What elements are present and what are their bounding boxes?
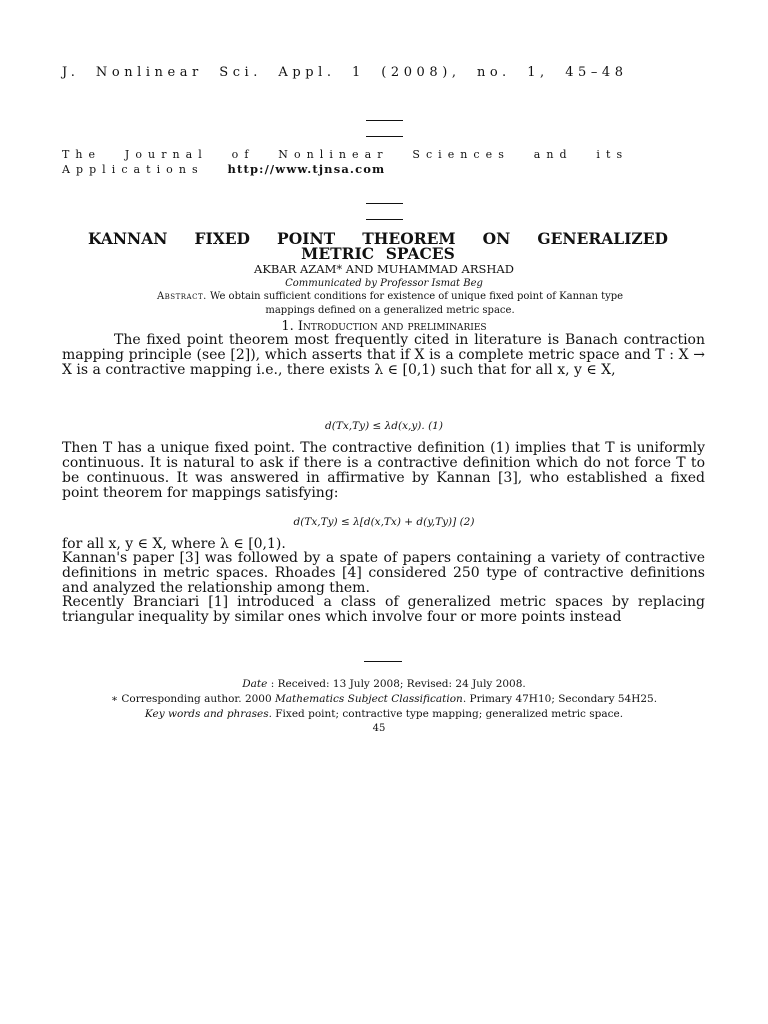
paragraph-1: The fixed point theorem most frequently cited in literature is Banach contraction mapping principle (see [2]), which asserts that if X is a complete metric space and T : X → X is a contractive mapping i.e., there exists λ ∈ [0,1) such that for all x, y ∈ X, <box>62 332 705 378</box>
paper-authors: AKBAR AZAM* AND MUHAMMAD ARSHAD <box>254 262 514 276</box>
paragraph-5: Recently Branciari [1] introduced a class of generalized metric spaces by replacing triangular inequality by similar ones which involve four or more points instead <box>62 594 705 625</box>
title-rule-top <box>366 203 403 204</box>
date-text: : Received: 13 July 2008; Revised: 24 July 2008. <box>270 678 526 690</box>
paragraph-2: Then T has a unique fixed point. The contractive definition (1) implies that T is uniformly continuous. It is natural to ask if there is a contractive definition which do not force T to be continuous. It was answered in affirmative by Kannan [3], who established a fixed point theorem for mappings satisfying: <box>62 440 705 501</box>
section-heading: 1. Introduction and preliminaries <box>281 319 487 334</box>
keywords-text: . Fixed point; contractive type mapping; generalized metric space. <box>268 708 624 720</box>
paragraph-4: Kannan's paper [3] was followed by a spate of papers containing a variety of contractive definitions in metric spaces. Rhoades [4] considered 250 type of contractive definitions and analyzed the relationship among them. <box>62 550 705 596</box>
journal-title <box>62 147 705 177</box>
footnote-keywords <box>0 708 768 720</box>
paper-title: KANNAN FIXED POINT THEOREM ON GENERALIZED METRIC SPACES <box>88 229 668 263</box>
msc-label: Mathematics Subject Classification <box>275 693 463 705</box>
abstract-text: We obtain sufficient conditions for existence of unique fixed point of Kannan type mappings defined on a generalized metric space. <box>209 291 624 316</box>
communicated-by: Communicated by Professor Ismat Beg <box>285 278 483 289</box>
footnote-date <box>0 678 768 690</box>
date-label: Date <box>242 678 268 690</box>
abstract <box>150 290 630 318</box>
corresponding-author: ∗ Corresponding author. 2000 <box>110 693 272 705</box>
footnote-rule <box>364 661 402 662</box>
journal-title-text: The Journal of Nonlinear Sciences and its Applications <box>62 148 629 176</box>
footnote-msc <box>0 693 768 705</box>
keywords-label: Key words and phrases <box>144 708 269 720</box>
page-number: 45 <box>372 723 386 734</box>
title-rule-bottom <box>366 219 403 220</box>
equation-2: d(Tx,Ty) ≤ λ[d(x,Tx) + d(y,Ty)] (2) <box>293 516 475 528</box>
paragraph-3: for all x, y ∈ X, where λ ∈ [0,1). <box>62 536 286 552</box>
abstract-heading: Abstract. <box>156 291 207 302</box>
msc-text: . Primary 47H10; Secondary 54H25. <box>462 693 658 705</box>
journal-citation: J. Nonlinear Sci. Appl. 1 (2008), no. 1, 45–48 <box>62 65 628 80</box>
header-rule-bottom <box>366 136 403 137</box>
header-rule-top <box>366 120 403 121</box>
equation-1: d(Tx,Ty) ≤ λd(x,y). (1) <box>325 420 443 432</box>
journal-url[interactable]: http://www.tjnsa.com <box>227 162 386 176</box>
